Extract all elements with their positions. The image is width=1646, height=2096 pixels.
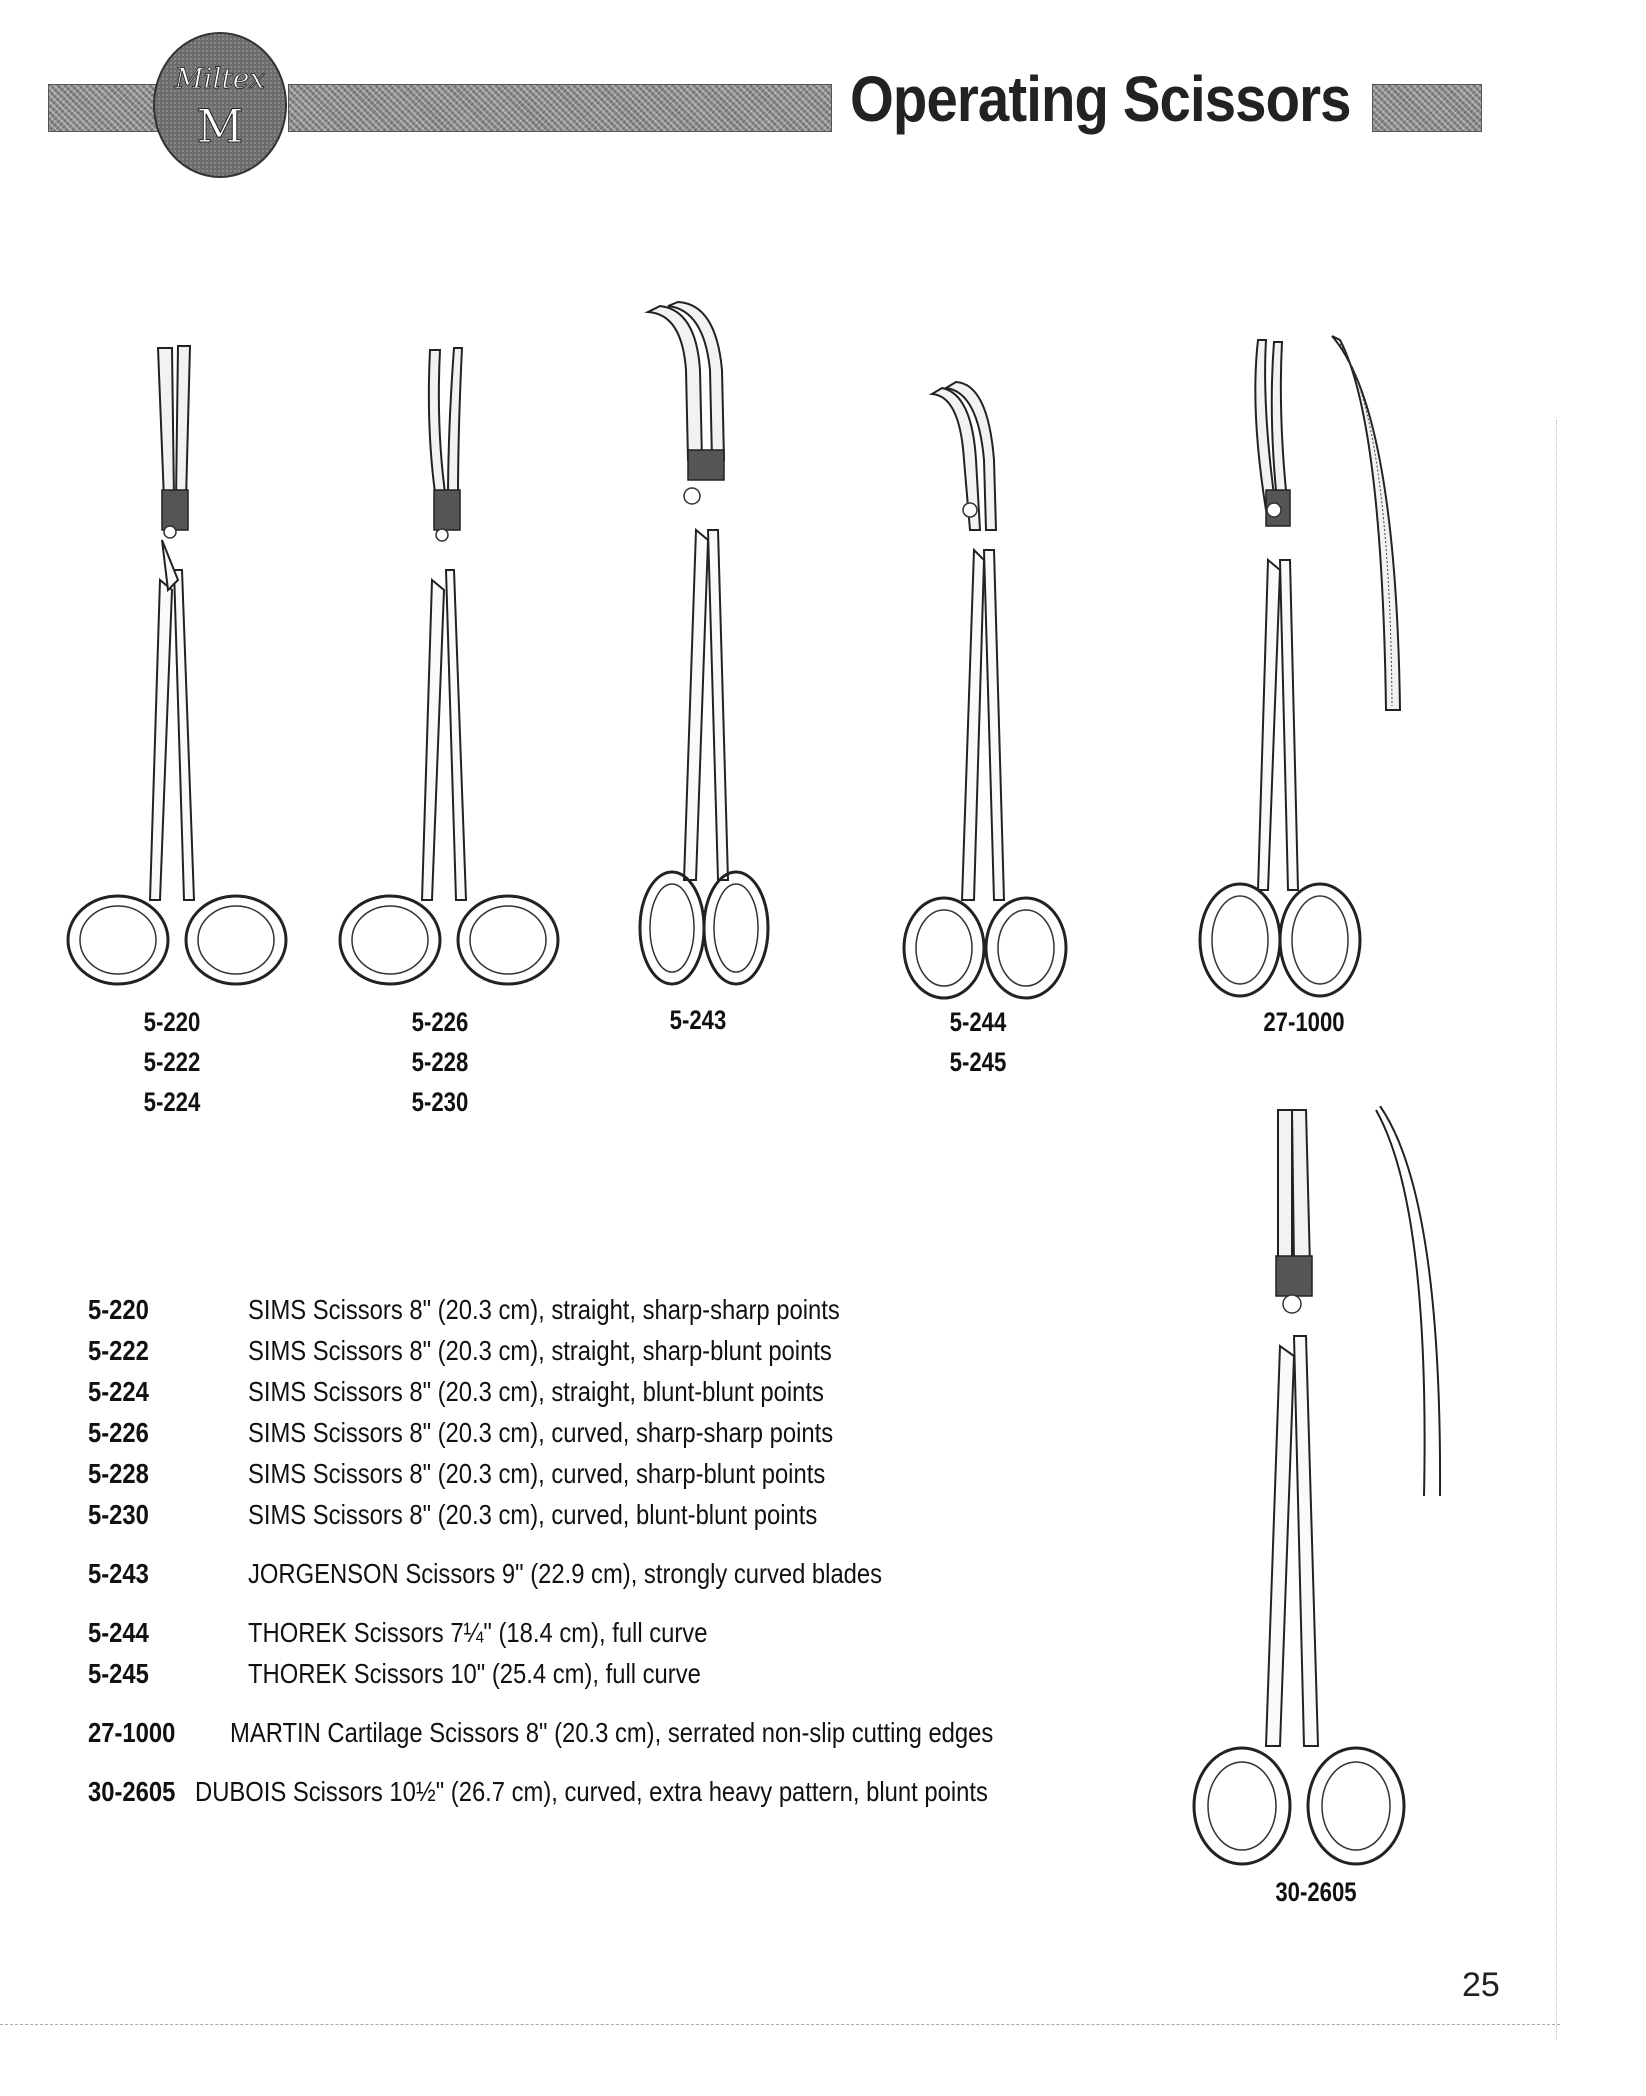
page-title: Operating Scissors — [850, 63, 1351, 135]
header-band-right — [1372, 84, 1482, 132]
scissors-illustration-thorek — [880, 380, 1080, 1000]
header-band-middle — [288, 84, 832, 132]
spec-description: MARTIN Cartilage Scissors 8" (20.3 cm), serrated non-slip cutting edges — [230, 1717, 994, 1748]
logo-brand-text: Miltex — [174, 62, 266, 95]
caption-code: 5-224 — [143, 1087, 201, 1117]
spec-row — [88, 1376, 1128, 1417]
spec-description: SIMS Scissors 8" (20.3 cm), curved, sharp-sharp points — [248, 1417, 834, 1448]
spec-row — [88, 1658, 1128, 1699]
spec-row — [88, 1499, 1128, 1540]
spec-code: 5-222 — [88, 1335, 149, 1366]
caption-code: 5-230 — [411, 1087, 469, 1117]
spec-description: JORGENSON Scissors 9" (22.9 cm), strongly curved blades — [248, 1558, 883, 1589]
caption-group-jorgenson — [649, 1000, 747, 1040]
spec-description: THOREK Scissors 10" (25.4 cm), full curve — [248, 1658, 701, 1689]
spec-description: THOREK Scissors 7¼" (18.4 cm), full curve — [248, 1617, 708, 1648]
spec-code: 5-245 — [88, 1658, 149, 1689]
spec-code: 27-1000 — [88, 1717, 176, 1748]
caption-code: 5-220 — [143, 1007, 201, 1037]
logo-monogram: M — [196, 99, 244, 153]
spec-code: 5-244 — [88, 1617, 149, 1648]
caption-code: 5-228 — [411, 1047, 469, 1077]
spec-code: 5-220 — [88, 1294, 149, 1325]
right-margin-divider — [1556, 420, 1557, 2040]
spec-code: 5-224 — [88, 1376, 149, 1407]
caption-code: 5-243 — [669, 1005, 727, 1035]
spec-row — [88, 1717, 1128, 1758]
spec-code: 30-2605 — [88, 1776, 176, 1807]
bottom-divider — [0, 2024, 1560, 2025]
miltex-logo — [150, 30, 290, 180]
spec-code: 5-230 — [88, 1499, 149, 1530]
spec-row — [88, 1458, 1128, 1499]
caption-group-sims-curved — [391, 1002, 489, 1122]
spec-row — [88, 1294, 1128, 1335]
caption-code: 27-1000 — [1263, 1007, 1345, 1037]
header-band-left — [48, 84, 158, 132]
spec-code: 5-243 — [88, 1558, 149, 1589]
caption-group-thorek — [929, 1002, 1027, 1082]
caption-group-sims-straight — [123, 1002, 221, 1122]
caption-code: 5-226 — [411, 1007, 469, 1037]
caption-code: 5-222 — [143, 1047, 201, 1077]
spec-code: 5-226 — [88, 1417, 149, 1448]
page-number: 25 — [1462, 1966, 1500, 2004]
spec-row — [88, 1335, 1128, 1376]
spec-description: SIMS Scissors 8" (20.3 cm), curved, sharp-blunt points — [248, 1458, 826, 1489]
caption-group-martin — [1247, 1002, 1362, 1042]
caption-group-dubois — [1259, 1872, 1374, 1912]
spec-row — [88, 1417, 1128, 1458]
spec-description: DUBOIS Scissors 10½" (26.7 cm), curved, extra heavy pattern, blunt points — [195, 1776, 989, 1807]
scissors-illustration-sims-straight — [60, 340, 300, 990]
caption-code: 30-2605 — [1275, 1877, 1357, 1907]
spec-list — [88, 1294, 1128, 1817]
scissors-illustration-martin — [1170, 330, 1430, 1010]
spec-row — [88, 1776, 1128, 1817]
spec-code: 5-228 — [88, 1458, 149, 1489]
scissors-illustration-dubois — [1180, 1106, 1460, 1876]
spec-description: SIMS Scissors 8" (20.3 cm), straight, blunt-blunt points — [248, 1376, 824, 1407]
spec-row — [88, 1617, 1128, 1658]
caption-code: 5-245 — [949, 1047, 1007, 1077]
spec-description: SIMS Scissors 8" (20.3 cm), curved, blunt-blunt points — [248, 1499, 818, 1530]
scissors-illustration-sims-curved — [330, 340, 570, 990]
caption-code: 5-244 — [949, 1007, 1007, 1037]
spec-description: SIMS Scissors 8" (20.3 cm), straight, sharp-blunt points — [248, 1335, 832, 1366]
spec-description: SIMS Scissors 8" (20.3 cm), straight, sharp-sharp points — [248, 1294, 840, 1325]
spec-row — [88, 1558, 1128, 1599]
scissors-illustration-jorgenson — [600, 300, 800, 1000]
